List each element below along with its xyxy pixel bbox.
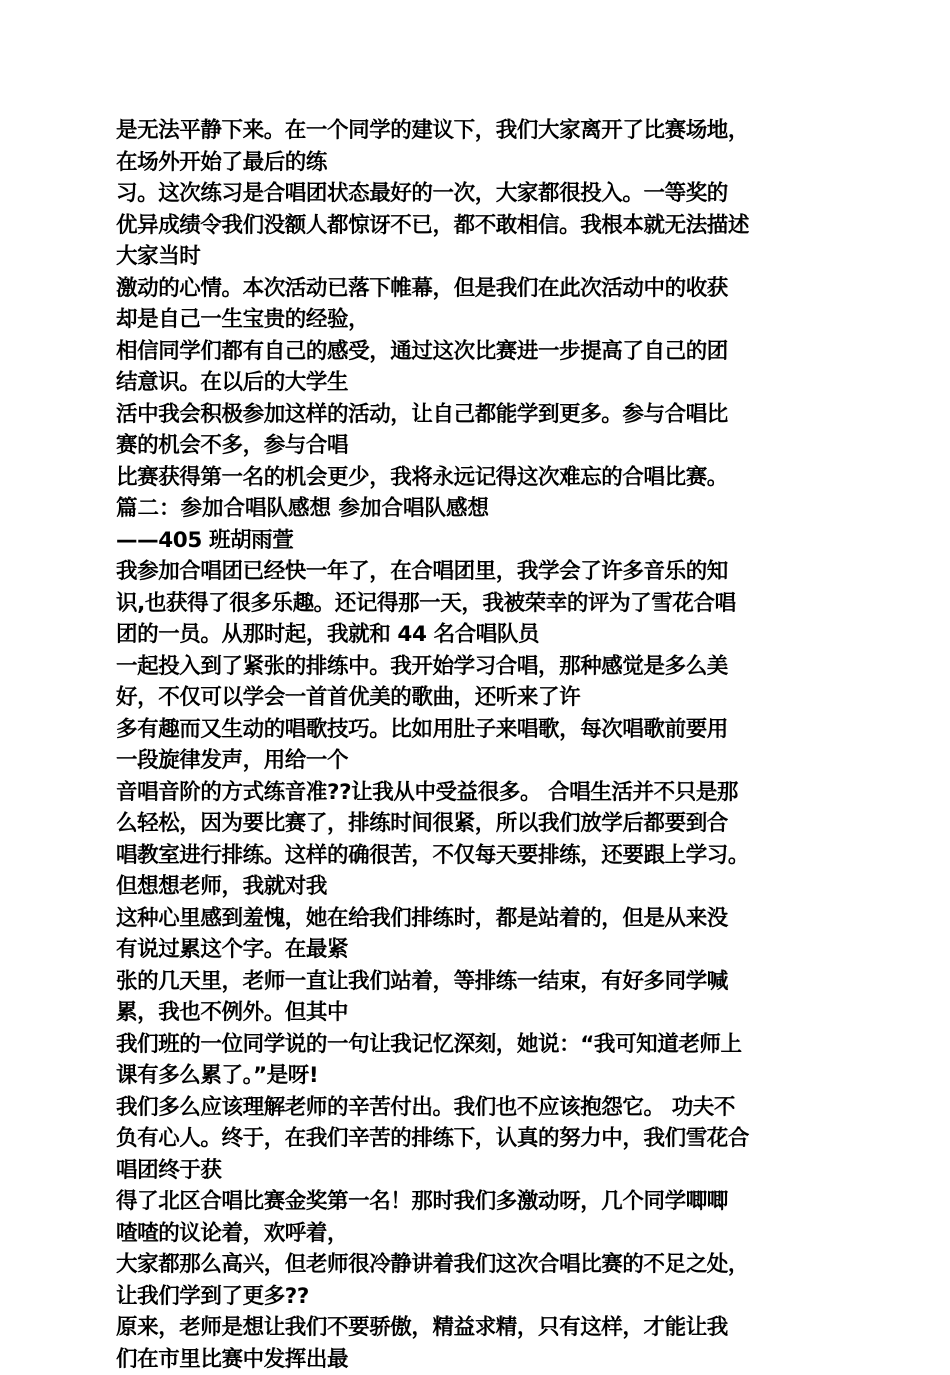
text-line: 张的几天里，老师一直让我们站着，等排练一结束，有好多同学喊 <box>116 966 846 998</box>
text-line: 唱团终于获 <box>116 1155 846 1187</box>
text-line: 大家当时 <box>116 241 846 273</box>
text-line: 这种心里感到羞愧，她在给我们排练时，都是站着的，但是从来没 <box>116 903 846 935</box>
text-line: 团的一员。从那时起，我就和 44 名合唱队员 <box>116 619 846 651</box>
text-line: 激动的心情。本次活动已落下帷幕，但是我们在此次活动中的收获 <box>116 273 846 305</box>
text-line: 累，我也不例外。但其中 <box>116 997 846 1029</box>
author-byline: ——405 班胡雨萱 <box>116 525 846 557</box>
text-line: 大家都那么高兴，但老师很冷静讲着我们这次合唱比赛的不足之处， <box>116 1249 846 1281</box>
text-line: 赛的机会不多，参与合唱 <box>116 430 846 462</box>
text-line: 得了北区合唱比赛金奖第一名！那时我们多激动呀，几个同学唧唧 <box>116 1186 846 1218</box>
text-line: 们在市里比赛中发挥出最 <box>116 1344 846 1375</box>
text-line: 多有趣而又生动的唱歌技巧。比如用肚子来唱歌，每次唱歌前要用 <box>116 714 846 746</box>
text-line: 么轻松，因为要比赛了，排练时间很紧，所以我们放学后都要到合 <box>116 808 846 840</box>
text-line: 喳喳的议论着，欢呼着， <box>116 1218 846 1250</box>
text-line: 课有多么累了。”是呀! <box>116 1060 846 1092</box>
text-line: 我参加合唱团已经快一年了，在合唱团里，我学会了许多音乐的知 <box>116 556 846 588</box>
text-line: 我们班的一位同学说的一句让我记忆深刻，她说：“我可知道老师上 <box>116 1029 846 1061</box>
text-line: 一起投入到了紧张的排练中。我开始学习合唱，那种感觉是多么美 <box>116 651 846 683</box>
text-line: 结意识。在以后的大学生 <box>116 367 846 399</box>
text-line: 我们多么应该理解老师的辛苦付出。我们也不应该抱怨它。 功夫不 <box>116 1092 846 1124</box>
text-line: 相信同学们都有自己的感受，通过这次比赛进一步提高了自己的团 <box>116 336 846 368</box>
text-line: 好，不仅可以学会一首首优美的歌曲，还听来了许 <box>116 682 846 714</box>
text-line: 比赛获得第一名的机会更少，我将永远记得这次难忘的合唱比赛。 <box>116 462 846 494</box>
text-line: 负有心人。终于，在我们辛苦的排练下，认真的努力中，我们雪花合 <box>116 1123 846 1155</box>
text-line: 优异成绩令我们没额人都惊讶不已，都不敢相信。我根本就无法描述 <box>116 210 846 242</box>
text-line: 有说过累这个字。在最紧 <box>116 934 846 966</box>
text-line: 活中我会积极参加这样的活动，让自己都能学到更多。参与合唱比 <box>116 399 846 431</box>
text-line: 原来，老师是想让我们不要骄傲，精益求精，只有这样，才能让我 <box>116 1312 846 1344</box>
text-line: 但想想老师，我就对我 <box>116 871 846 903</box>
text-line: 一段旋律发声，用给一个 <box>116 745 846 777</box>
text-line: 在场外开始了最后的练 <box>116 147 846 179</box>
text-line: 音唱音阶的方式练音准??让我从中受益很多。 合唱生活并不只是那 <box>116 777 846 809</box>
document-body <box>116 115 846 1375</box>
text-line: 识,也获得了很多乐趣。还记得那一天，我被荣幸的评为了雪花合唱 <box>116 588 846 620</box>
text-line: 却是自己一生宝贵的经验， <box>116 304 846 336</box>
text-line: 让我们学到了更多?? <box>116 1281 846 1313</box>
section-heading: 篇二：参加合唱队感想 参加合唱队感想 <box>116 493 846 525</box>
text-line: 习。这次练习是合唱团状态最好的一次，大家都很投入。一等奖的 <box>116 178 846 210</box>
text-line: 是无法平静下来。在一个同学的建议下，我们大家离开了比赛场地， <box>116 115 846 147</box>
text-line: 唱教室进行排练。这样的确很苦，不仅每天要排练，还要跟上学习。 <box>116 840 846 872</box>
